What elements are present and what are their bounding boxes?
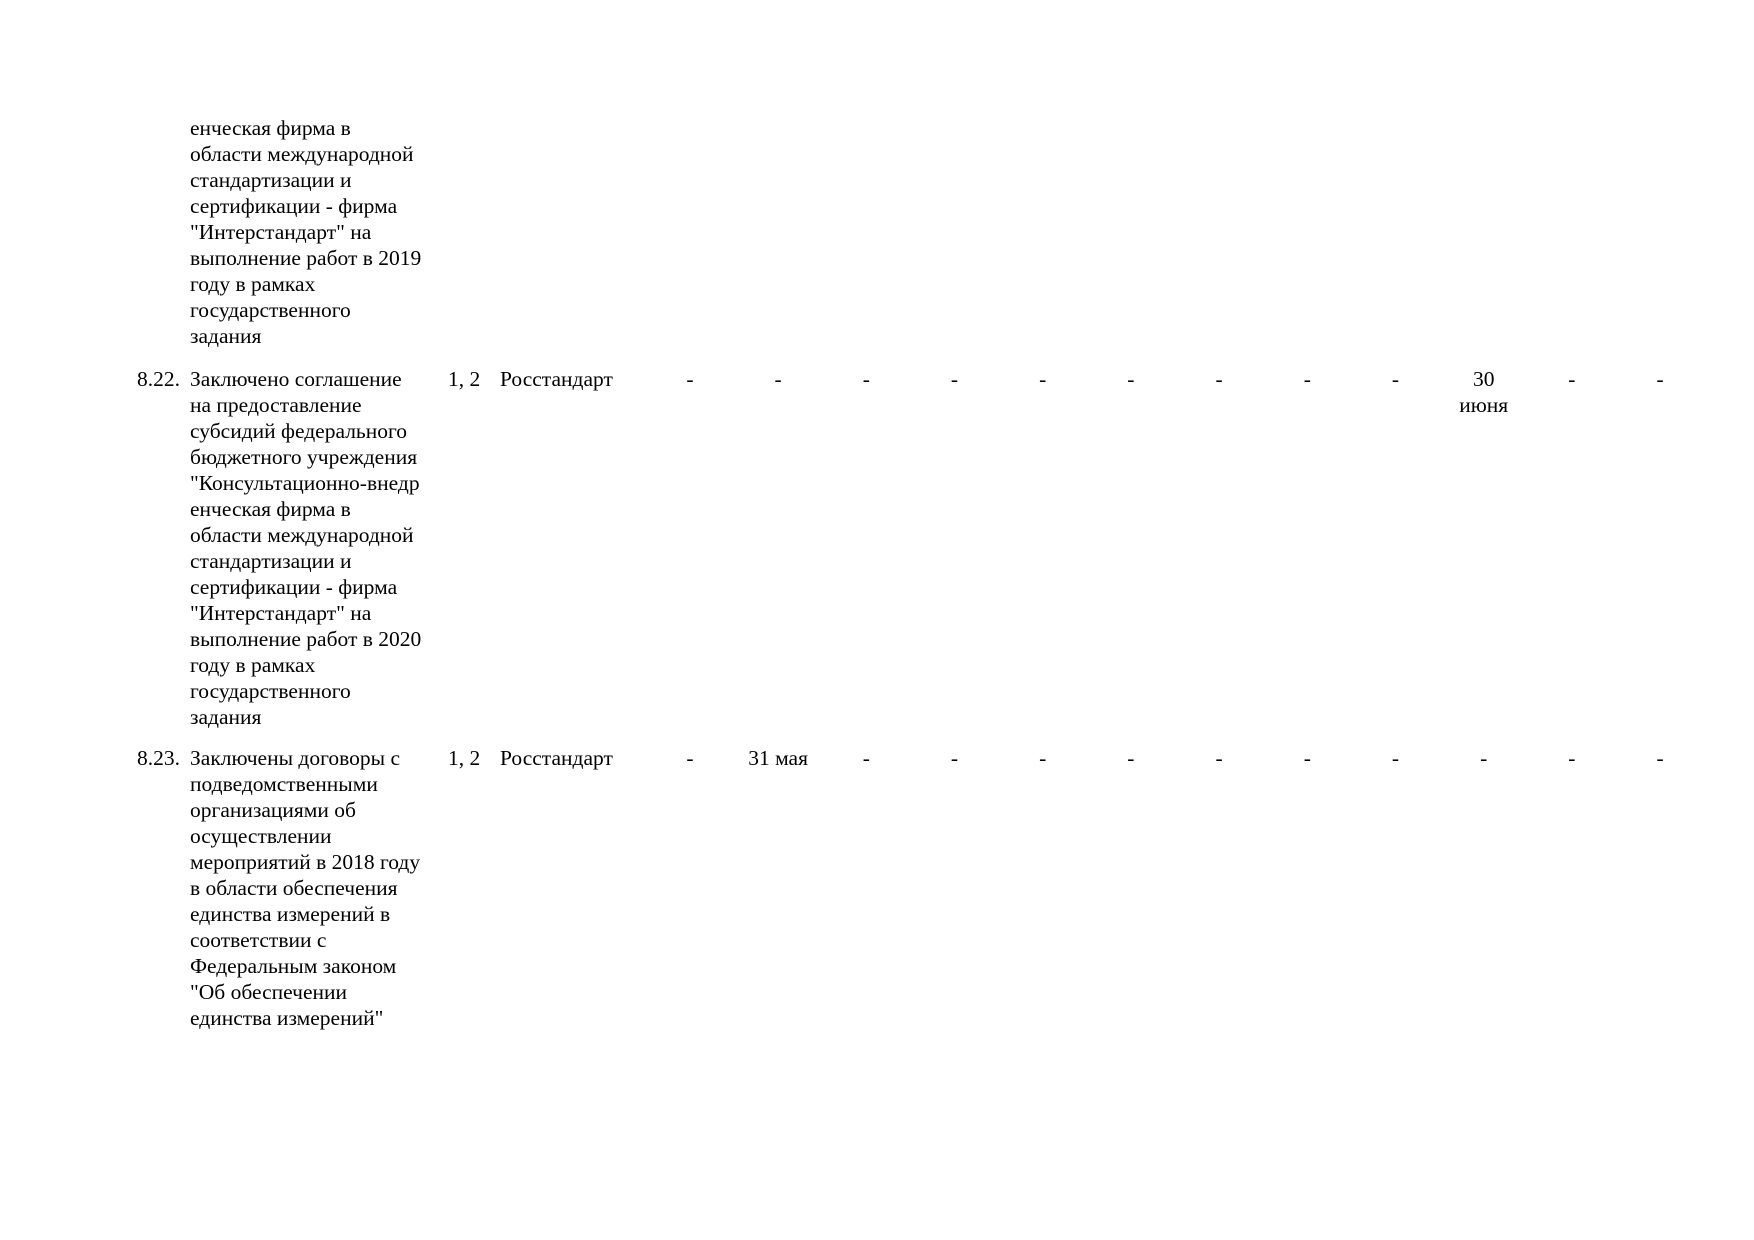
row-name-cell (190, 745, 442, 1031)
period-cell (1087, 745, 1175, 771)
text-line: бюджетного учреждения (190, 445, 418, 469)
period-cell (1352, 366, 1440, 392)
period-cell-value: - (1391, 746, 1400, 770)
text-line: государственного (190, 298, 351, 322)
period-cell (1175, 366, 1263, 392)
period-cell-value: - (1656, 746, 1664, 770)
text-line: осуществлении (190, 824, 332, 848)
text-line: сертификации - фирма (190, 194, 398, 218)
period-cell (1087, 366, 1175, 392)
text-line: задания (190, 705, 262, 729)
period-cell-value: - (1391, 367, 1400, 391)
period-cell-value: - (1656, 367, 1664, 391)
period-cell (1263, 366, 1351, 392)
period-cell (1175, 745, 1263, 771)
period-cell-value: - (1127, 367, 1135, 391)
row-organisation: Росстандарт (500, 367, 613, 391)
text-line: году в рамках (190, 272, 316, 296)
text-line: выполнение работ в 2019 (190, 246, 422, 270)
period-cell-value: - (862, 367, 870, 391)
period-cell-value: - (950, 367, 959, 391)
continuation-name-cell (190, 115, 442, 349)
row-reference: 1, 2 (448, 367, 481, 391)
text-line: субсидий федерального (190, 419, 408, 443)
text-line: мероприятий в 2018 году (190, 850, 421, 874)
row-number: 8.22. (137, 367, 180, 391)
period-cell-value: 30 (1472, 367, 1495, 391)
period-cell (911, 366, 999, 392)
period-cell (999, 745, 1087, 771)
period-cell (734, 366, 822, 392)
text-line: году в рамках (190, 653, 316, 677)
period-cell (1263, 745, 1351, 771)
text-line: стандартизации и (190, 168, 352, 192)
row-organisation: Росстандарт (500, 746, 613, 770)
period-cell-value: - (1480, 746, 1488, 770)
text-line: Федеральным законом (190, 954, 397, 978)
period-cell (1440, 366, 1528, 418)
text-line: стандартизации и (190, 549, 352, 573)
period-cell-value-secondary: июня (1459, 393, 1509, 417)
text-line: организациями об (190, 798, 356, 822)
text-line: выполнение работ в 2020 (190, 627, 422, 651)
text-line: области международной (190, 523, 414, 547)
period-cell (911, 745, 999, 771)
text-line: енческая фирма в (190, 497, 351, 521)
text-line: Заключены договоры с (190, 746, 401, 770)
text-line: подведомственными (190, 772, 378, 796)
period-cell-value: - (862, 746, 870, 770)
period-cell (1616, 745, 1704, 771)
period-cell (646, 366, 734, 392)
period-cell-value: - (686, 367, 694, 391)
period-cell-value: 31 мая (748, 746, 808, 770)
text-line: "Об обеспечении (190, 980, 348, 1004)
period-cell-value: - (1039, 746, 1047, 770)
period-cell (1528, 366, 1616, 392)
text-line: соответствии с (190, 928, 327, 952)
period-cell (734, 745, 822, 771)
text-line: сертификации - фирма (190, 575, 398, 599)
row-number: 8.23. (137, 746, 180, 770)
text-line: в области обеспечения (190, 876, 398, 900)
row-reference: 1, 2 (448, 746, 481, 770)
text-line: государственного (190, 679, 351, 703)
text-line: единства измерений" (190, 1006, 384, 1030)
period-cell-value: - (1303, 367, 1311, 391)
period-cell (1440, 745, 1528, 771)
period-cell-value: - (774, 367, 782, 391)
row-period-cells (660, 366, 1754, 426)
period-cell-value: - (1127, 746, 1135, 770)
text-line: на предоставление (190, 393, 362, 417)
text-line: "Консультационно-внедр (190, 471, 420, 495)
period-cell-value: - (1215, 746, 1223, 770)
text-line: единства измерений в (190, 902, 391, 926)
row-name-cell (190, 366, 442, 730)
period-cell-value: - (950, 746, 959, 770)
period-cell (646, 745, 734, 771)
text-line: задания (190, 324, 262, 348)
text-line: "Интерстандарт" на (190, 220, 372, 244)
period-cell (1352, 745, 1440, 771)
period-cell-value: - (1215, 367, 1223, 391)
period-cell (822, 366, 910, 392)
period-cell-value: - (1568, 367, 1576, 391)
period-cell-value: - (1568, 746, 1576, 770)
period-cell-value: - (1303, 746, 1311, 770)
period-cell (1616, 366, 1704, 392)
period-cell-value: - (686, 746, 694, 770)
period-cell (822, 745, 910, 771)
text-line: области международной (190, 142, 414, 166)
text-line: енческая фирма в (190, 116, 351, 140)
text-line: "Интерстандарт" на (190, 601, 372, 625)
period-cell (999, 366, 1087, 392)
period-cell (1528, 745, 1616, 771)
period-cell-value: - (1039, 367, 1047, 391)
row-period-cells (660, 745, 1754, 805)
text-line: Заключено соглашение (190, 367, 402, 391)
